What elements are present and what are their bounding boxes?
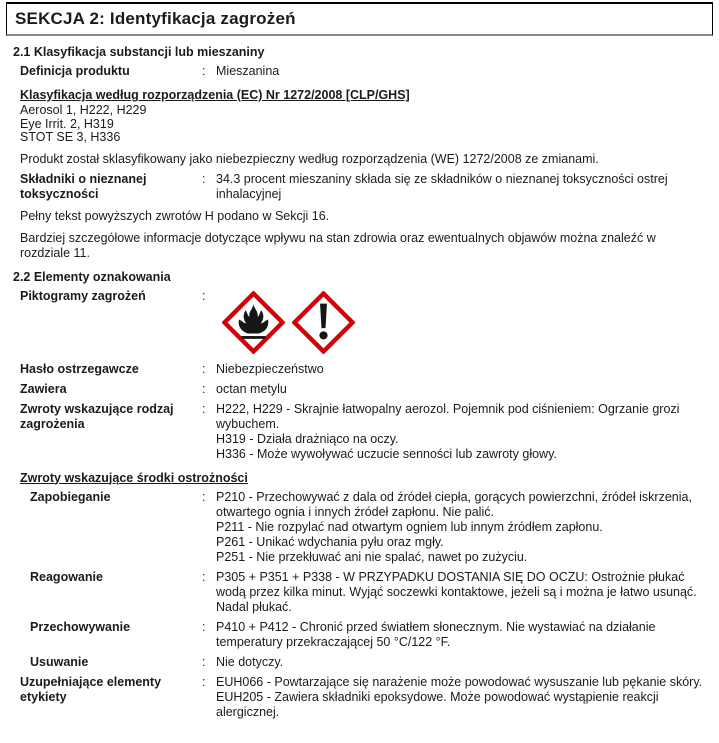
colon-separator <box>202 382 216 397</box>
classification-item: Eye Irrit. 2, H319 <box>20 116 114 131</box>
subsection-2-2-heading: 2.2 Elementy oznakowania <box>13 269 171 284</box>
contains-row <box>20 382 705 397</box>
response-values <box>216 570 705 615</box>
contains-value: octan metylu <box>216 381 287 396</box>
precautionary-statement: P211 - Nie rozpylać nad otwartym ogniem lub innym źródłem zapłonu. <box>216 519 603 534</box>
contains-label: Zawiera <box>20 381 67 396</box>
precautionary-heading: Zwroty wskazujące środki ostrożności <box>20 470 248 485</box>
hazard-statement: H336 - Może wywoływać uczucie senności lub zawroty głowy. <box>216 446 557 461</box>
storage-row <box>20 620 705 650</box>
prevention-values <box>216 490 705 565</box>
pictograms-label: Piktogramy zagrożeń <box>20 288 146 303</box>
pictograms-row <box>20 289 705 354</box>
precautionary-statement: Nie dotyczy. <box>216 654 284 669</box>
hazard-statements-label: Zwroty wskazujące rodzaj zagrożenia <box>20 401 174 431</box>
precautionary-statement: P261 - Unikać wdychania pyłu oraz mgły. <box>216 534 444 549</box>
section-title-box <box>6 2 713 36</box>
colon-separator <box>202 570 216 615</box>
h-text-note: Pełny tekst powyższych zwrotów H podano w Sekcji 16. <box>20 208 330 223</box>
disposal-label: Usuwanie <box>30 654 89 669</box>
supplemental-label: Uzupełniające elementy etykiety <box>20 674 162 704</box>
supplemental-values <box>216 675 705 720</box>
classification-list <box>20 104 703 145</box>
ghs-exclamation-icon <box>292 291 355 354</box>
unknown-toxicity-value: 34.3 procent mieszaniny składa się ze składników o nieznanej toksyczności ostrej inhalacyjnej <box>216 171 668 201</box>
colon-separator <box>202 362 216 377</box>
colon-separator <box>202 64 216 79</box>
colon-separator <box>202 289 216 354</box>
response-row <box>20 570 705 615</box>
colon-separator <box>202 655 216 670</box>
hazard-statements-row <box>20 402 705 462</box>
prevention-row <box>20 490 705 565</box>
classification-item: STOT SE 3, H336 <box>20 130 121 144</box>
details-note: Bardziej szczegółowe informacje dotyczące wpływu na stan zdrowia oraz ewentualnych objawów można znaleźć w rozdziale 11. <box>20 230 656 260</box>
precautionary-statement: P410 + P412 - Chronić przed światłem słonecznym. Nie wystawiać na działanie temperatury przekraczającej 50 °C/122 °F. <box>216 619 656 649</box>
section-title: SEKCJA 2: Identyfikacja zagrożeń <box>15 9 296 28</box>
product-definition-value: Mieszanina <box>216 64 280 78</box>
product-definition-row <box>20 64 705 79</box>
disposal-values <box>216 655 705 670</box>
storage-label: Przechowywanie <box>30 619 131 634</box>
colon-separator <box>202 402 216 462</box>
colon-separator <box>202 490 216 565</box>
pictogram-strip <box>216 289 703 354</box>
unknown-toxicity-row <box>20 172 705 202</box>
supplemental-row <box>20 675 705 720</box>
subsection-2-1-heading: 2.1 Klasyfikacja substancji lub mieszaniny <box>13 45 265 59</box>
precautionary-statement: P210 - Przechowywać z dala od źródeł ciepła, gorących powierzchni, źródeł iskrzenia, otwartego ognia i innych źródeł zapłonu. Nie palić. <box>216 489 692 519</box>
signal-word-value: Niebezpieczeństwo <box>216 361 324 376</box>
ghs-flame-icon <box>222 291 285 354</box>
hazard-statements-values <box>216 402 705 462</box>
signal-word-label: Hasło ostrzegawcze <box>20 361 139 376</box>
supplemental-statement: EUH205 - Zawiera składniki epoksydowe. Może powodować wystąpienie reakcji alergicznej. <box>216 689 659 719</box>
supplemental-statement: EUH066 - Powtarzające się narażenie może powodować wysuszanie lub pękanie skóry. <box>216 674 703 689</box>
classification-heading: Klasyfikacja według rozporządzenia (EC) Nr 1272/2008 [CLP/GHS] <box>20 88 410 102</box>
precautionary-statement: P251 - Nie przekłuwać ani nie spalać, nawet po zużyciu. <box>216 549 528 564</box>
hazard-statement: H319 - Działa drażniąco na oczy. <box>216 431 399 446</box>
colon-separator <box>202 620 216 650</box>
classification-item: Aerosol 1, H222, H229 <box>20 103 147 117</box>
colon-separator <box>202 675 216 720</box>
product-definition-label: Definicja produktu <box>20 64 130 78</box>
disposal-row <box>20 655 705 670</box>
signal-word-row <box>20 362 705 377</box>
response-label: Reagowanie <box>30 569 103 584</box>
unknown-toxicity-label: Składniki o nieznanej toksyczności <box>20 171 147 201</box>
hazard-note: Produkt został sklasyfikowany jako niebezpieczny według rozporządzenia (WE) 1272/2008 ze zmianami. <box>20 151 599 166</box>
storage-values <box>216 620 705 650</box>
hazard-statement: H222, H229 - Skrajnie łatwopalny aerozol. Pojemnik pod ciśnieniem: Ogrzanie grozi wybuchem. <box>216 401 680 431</box>
prevention-label: Zapobieganie <box>30 489 111 504</box>
colon-separator <box>202 172 216 202</box>
precautionary-statement: P305 + P351 + P338 - W PRZYPADKU DOSTANIA SIĘ DO OCZU: Ostrożnie płukać wodą przez kilka minut. Wyjąć soczewki kontaktowe, jeżeli są i można je łatwo usunąć. Nadal płukać. <box>216 569 697 614</box>
